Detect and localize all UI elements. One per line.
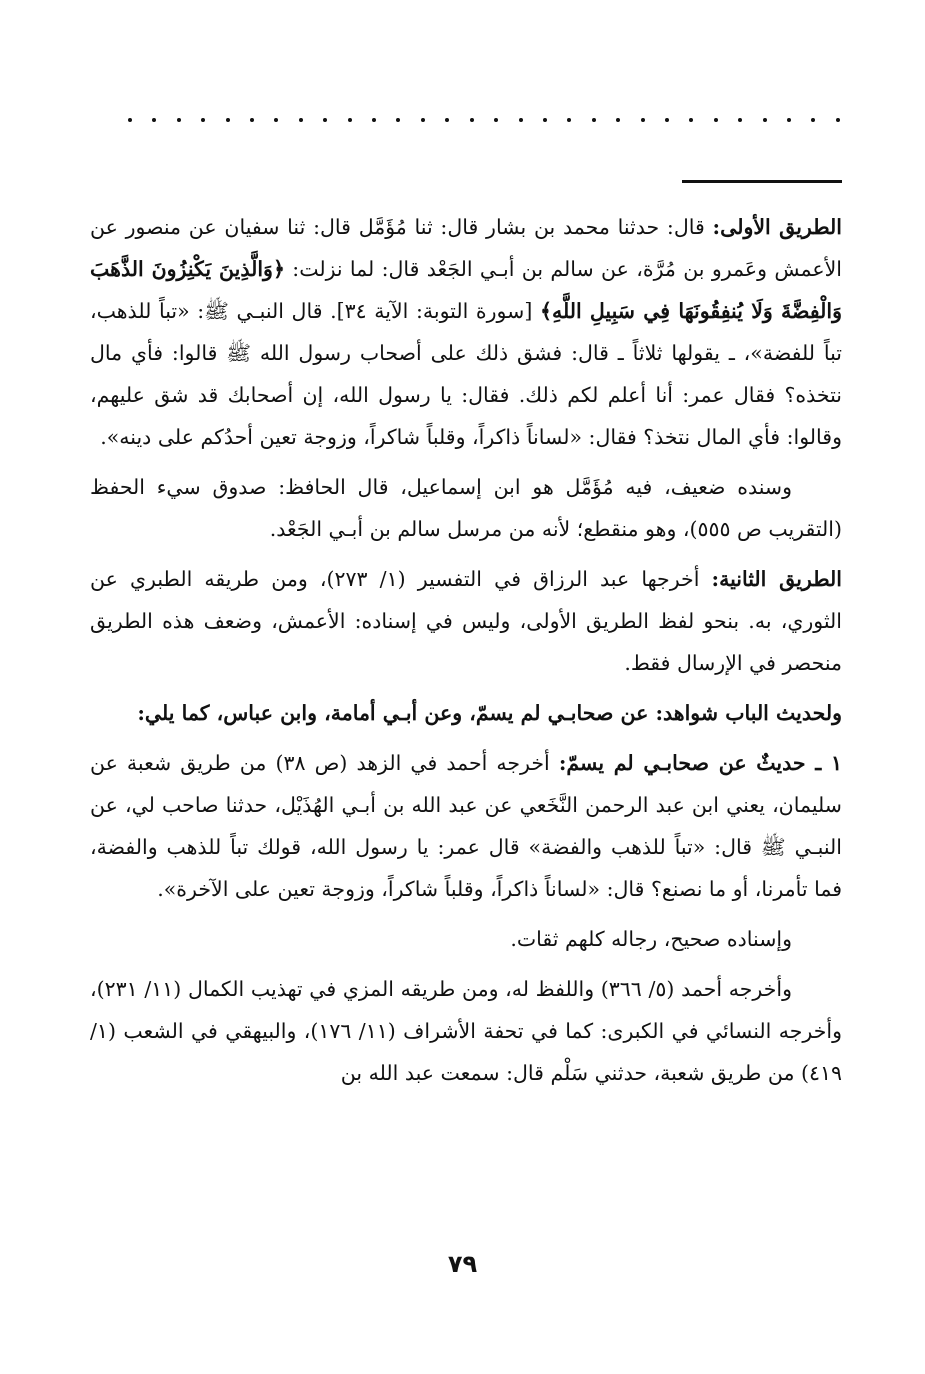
separator-dot [470, 118, 474, 122]
separator-dot [494, 118, 498, 122]
separator-dot [641, 118, 645, 122]
paragraph-text: وسنده ضعيف، فيه مُؤَمَّل هو ابن إسماعيل، قال الحافظ: صدوق سيء الحفظ (التقريب ص ٥٥٥)، وهو منقطع؛ لأنه من مرسل سالم بن أبـي الجَعْد. [90, 475, 842, 541]
separator-dot [763, 118, 767, 122]
separator-dot [177, 118, 181, 122]
separator-dot [201, 118, 205, 122]
footnote-rule [682, 180, 842, 183]
separator-dot [592, 118, 596, 122]
separator-dot [543, 118, 547, 122]
separator-dot [274, 118, 278, 122]
separator-dot [152, 118, 156, 122]
quran-verse: ﴿وَالَّذِينَ يَكْنِزُونَ الذَّهَبَ وَالْفِضَّةَ وَلَا يُنفِقُونَهَا فِي سَبِيلِ اللَّهِ﴾ [90, 257, 842, 323]
paragraph-lead: ١ ـ حديثٌ عن صحابـي لم يسمّ: [558, 751, 842, 775]
separator-dot [421, 118, 425, 122]
separator-dot [567, 118, 571, 122]
page-body [90, 206, 842, 1102]
paragraph-text: وأخرجه أحمد (٥/ ٣٦٦) واللفظ له، ومن طريقه المزي في تهذيب الكمال (١١/ ٢٣١)، وأخرجه النسائي في الكبرى: كما في تحفة الأشراف (١١/ ١٧٦)، والبيهقي في الشعب (١/ ٤١٩) من طريق شعبة، حدثني سَلْم قال: سمعت عبد الله بن [90, 977, 842, 1085]
separator-dot [616, 118, 620, 122]
separator-dot [519, 118, 523, 122]
separator-dot [689, 118, 693, 122]
paragraph-witnesses-heading [90, 692, 842, 734]
separator-dot [738, 118, 742, 122]
separator-dot [787, 118, 791, 122]
separator-dot [348, 118, 352, 122]
paragraph-text: أخرجها عبد الرزاق في التفسير (١/ ٢٧٣)، ومن طريقه الطبري عن الثوري، به. بنحو لفظ الطريق الأولى، وليس في إسناده: الأعمش، وضعف هذه الطريق منحصر في الإرسال فقط. [90, 567, 842, 675]
paragraph-witness-one [90, 742, 842, 910]
paragraph-text: ولحديث الباب شواهد: عن صحابـي لم يسمّ، وعن أبـي أمامة، وابن عباس، كما يلي: [137, 701, 842, 725]
paragraph-text-tail: [سورة التوبة: الآية ٣٤]. قال النبـي ﷺ: «تباً للذهب، تباً للفضة»، ـ يقولها ثلاثاً ـ قال: فشق ذلك على أصحاب رسول الله ﷺ قالوا: فأي مال نتخذه؟ فقال عمر: أنا أعلم لكم ذلك. فقال: يا رسول الله، إن أصحابك قد شق عليهم، وقالوا: فأي المال نتخذ؟ فقال: «لساناً ذاكراً، وقلباً شاكراً، وزوجة تعين أحدُكم على دينه». [90, 299, 842, 449]
page-number: ٧٩ [447, 1250, 478, 1278]
paragraph-text: وإسناده صحيح، رجاله كلهم ثقات. [510, 927, 792, 951]
paragraph-text: أخرجه أحمد في الزهد (ص ٣٨) من طريق شعبة عن سليمان، يعني ابن عبد الرحمن النَّخَعي عن عبد الله بن أبـي الهُذَيْل، حدثنا صاحب لي، عن النبـي ﷺ قال: «تباً للذهب والفضة» قال عمر: يا رسول الله، قولك تباً للذهب والفضة، فما تأمرنا، أو ما نصنع؟ قال: «لساناً ذاكراً، وقلباً شاكراً، وزوجة تعين على الآخرة». [90, 751, 842, 901]
separator-dot [250, 118, 254, 122]
paragraph-chain-grading [90, 466, 842, 550]
paragraph-first-route [90, 206, 842, 458]
paragraph-authentic-chain [90, 918, 842, 960]
separator-dot [299, 118, 303, 122]
paragraph-second-route [90, 558, 842, 684]
paragraph-text: قال: حدثنا محمد بن بشار قال: ثنا مُؤَمَّل قال: ثنا سفيان عن منصور عن الأعمش وعَمرو بن مُرَّة، عن سالم بن أبـي الجَعْد قال: لما نزلت: [90, 215, 842, 281]
separator-dot [372, 118, 376, 122]
dotted-separator [128, 118, 840, 122]
paragraph-lead: الطريق الثانية: [711, 567, 842, 591]
paragraph-other-sources [90, 968, 842, 1094]
separator-dot [396, 118, 400, 122]
separator-dot [445, 118, 449, 122]
separator-dot [811, 118, 815, 122]
separator-dot [323, 118, 327, 122]
separator-dot [128, 118, 132, 122]
separator-dot [665, 118, 669, 122]
separator-dot [836, 118, 840, 122]
paragraph-lead: الطريق الأولى: [712, 215, 842, 239]
separator-dot [714, 118, 718, 122]
separator-dot [226, 118, 230, 122]
